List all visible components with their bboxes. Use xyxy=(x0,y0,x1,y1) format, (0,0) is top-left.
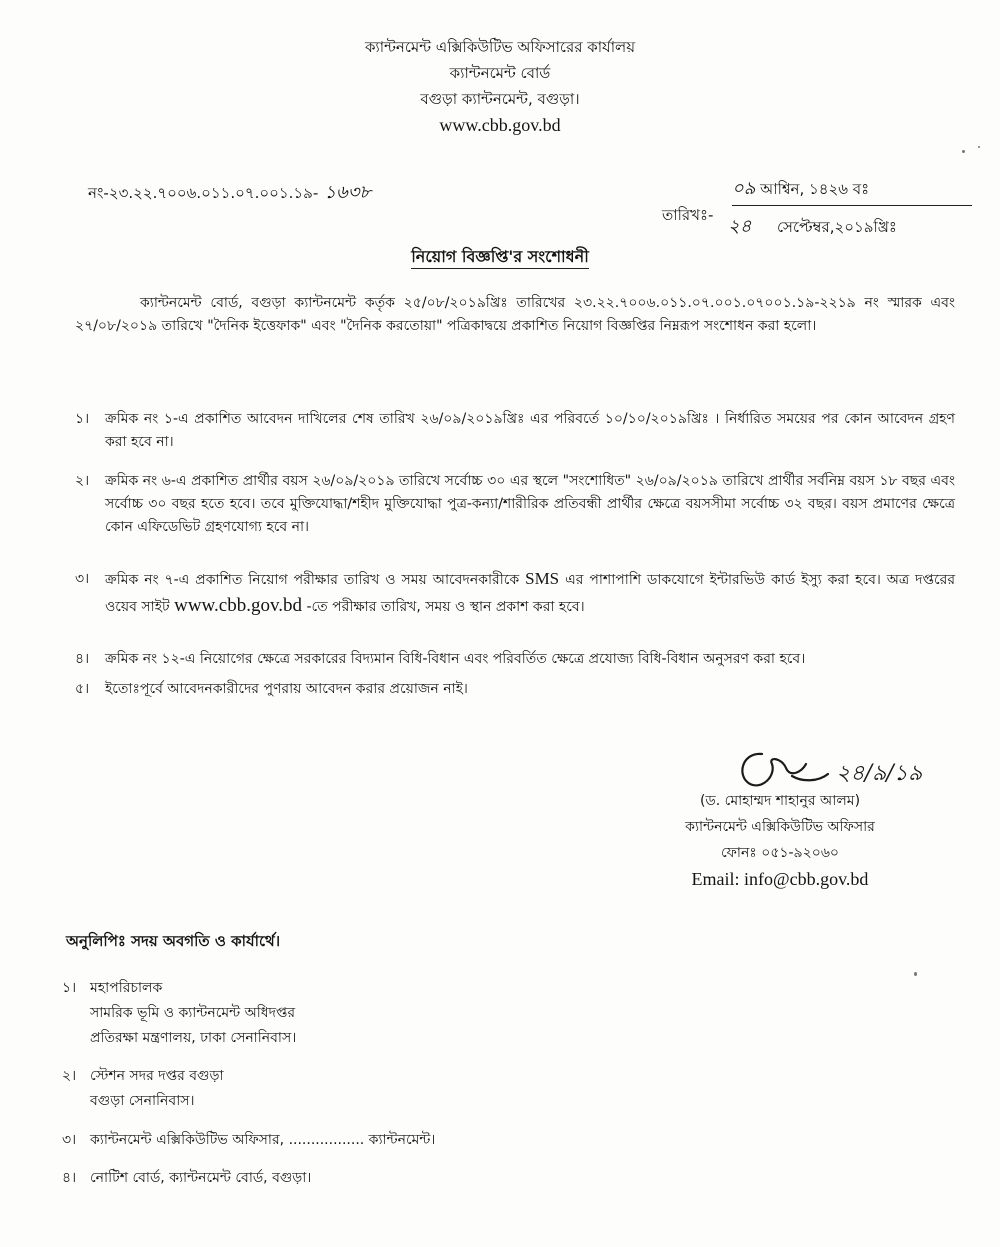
copies-heading: অনুলিপিঃ সদয় অবগতি ও কার্যার্থে। xyxy=(66,932,281,950)
copy-item xyxy=(62,976,296,1051)
memo-ref-number: ১৬৩৮ xyxy=(324,182,372,203)
intro-paragraph: ক্যান্টনমেন্ট বোর্ড, বগুড়া ক্যান্টনমেন্ট কর্তৃক ২৫/০৮/২০১৯খ্রিঃ তারিখের ২৩.২২.৭০০৬.০১১.০৭.০০১.০৭০০১.১৯-২২১৯ নং স্মারক এবং ২৭/০৮/২০১৯ তারিখে "দৈনিক ইত্তেফাক" এবং "দৈনিক করতোয়া" পত্রিকাদ্বয়ে প্রকাশিত নিয়োগ বিজ্ঞপ্তির নিম্নরূপ সংশোধন করা হলো। xyxy=(75,295,955,334)
subject-heading xyxy=(0,244,1000,271)
item-text: ক্রমিক নং ৬-এ প্রকাশিত প্রার্থীর বয়স ২৬/০৯/২০১৯ তারিখে সর্বোচ্চ ৩০ এর স্থলে "সংশোধিত" ২৬/০৯/২০১৯ তারিখে প্রার্থীর সর্বনিম্ন বয়স ১৮ বছর এবং সর্বোচ্চ ৩০ বছর হতে হবে। তবে মুক্তিযোদ্ধা/শহীদ মুক্তিযোদ্ধা পুত্র-কন্যা/শারীরিক প্রতিবন্ধী প্রার্থীর ক্ষেত্রে বয়সসীমা সর্বোচ্চ ৩২ বছর। বয়স প্রমাণের ক্ষেত্রে কোন এফিডেভিট গ্রহণযোগ্য হবে না। xyxy=(105,473,955,535)
subject-text: নিয়োগ বিজ্ঞপ্তি'র সংশোধনী xyxy=(411,247,589,269)
scan-speck xyxy=(962,150,965,153)
signature-date: ২৪/৯/১৯ xyxy=(836,761,923,786)
copy-line: প্রতিরক্ষা মন্ত্রণালয়, ঢাকা সেনানিবাস। xyxy=(90,1030,297,1046)
item-number: ২। xyxy=(75,473,90,489)
website-inline: www.cbb.gov.bd xyxy=(174,595,302,616)
signatory-phone: ফোনঃ ০৫১-৯২০৬০ xyxy=(720,845,840,861)
signatory-name: (ড. মোহাম্মদ শাহানুর আলম) xyxy=(699,793,861,809)
memo-ref-prefix: নং-২৩.২২.৭০০৬.০১১.০৭.০০১.১৯- xyxy=(88,184,319,202)
office-address: বগুড়া ক্যান্টনমেন্ট, বগুড়া। xyxy=(420,90,580,108)
board-name: ক্যান্টনমেন্ট বোর্ড xyxy=(449,64,551,82)
date-en-rest: সেপ্টেম্বর,২০১৯খ্রিঃ xyxy=(776,218,897,236)
office-name: ক্যান্টনমেন্ট এক্সিকিউটিভ অফিসারের কার্যালয় xyxy=(364,38,636,56)
copy-number: ২। xyxy=(62,1068,77,1084)
item-text: ইতোঃপূর্বে আবেদনকারীদের পুণরায় আবেদন করার প্রয়োজন নাই। xyxy=(105,681,468,697)
scan-speck xyxy=(978,146,980,148)
list-item xyxy=(75,408,955,454)
signatory-email: Email: info@cbb.gov.bd xyxy=(691,869,869,889)
item-text: ক্রমিক নং ১-এ প্রকাশিত আবেদন দাখিলের শেষ তারিখ ২৬/০৯/২০১৯খ্রিঃ এর পরিবর্তে ১০/১০/২০১৯খ্রিঃ । নির্ধারিত সময়ের পর কোন আবেদন গ্রহণ করা হবে না। xyxy=(105,411,955,450)
handwritten-signature xyxy=(732,746,947,792)
item-number: ৪। xyxy=(75,651,90,667)
copy-item xyxy=(62,1166,311,1191)
signature-block xyxy=(620,788,940,892)
item-text-part: ক্রমিক নং ৭-এ প্রকাশিত নিয়োগ পরীক্ষার তারিখ ও সময় আবেদনকারীকে xyxy=(105,572,520,588)
letterhead xyxy=(0,34,1000,138)
date-en-day: ২৪ xyxy=(728,216,752,237)
copy-number: ৩। xyxy=(62,1132,77,1148)
list-item xyxy=(75,470,955,539)
item-text-part: এর পাশাপাশি ডাকযোগে ইন্টারভিউ কার্ড ইস্যু করা হবে। অত্র দপ্তরের ওয়েব সাইট xyxy=(105,572,956,615)
date-divider xyxy=(732,205,972,206)
memo-date xyxy=(662,176,897,240)
signatory-title: ক্যান্টনমেন্ট এক্সিকিউটিভ অফিসার xyxy=(685,819,875,835)
list-item xyxy=(75,648,955,671)
item-number: ৫। xyxy=(75,681,90,697)
copy-item xyxy=(62,1128,435,1153)
copy-line: ক্যান্টনমেন্ট এক্সিকিউটিভ অফিসার, ................. ক্যান্টনমেন্ট। xyxy=(90,1132,436,1148)
copy-item xyxy=(62,1064,224,1114)
website: www.cbb.gov.bd xyxy=(439,115,561,135)
copy-line: বগুড়া সেনানিবাস। xyxy=(90,1093,195,1109)
copy-number: ৪। xyxy=(62,1170,77,1186)
copy-number: ১। xyxy=(62,980,77,996)
item-text xyxy=(105,566,955,620)
date-bn-day: ০৯ xyxy=(732,178,756,199)
scan-speck xyxy=(914,972,917,976)
copy-line: মহাপরিচালক xyxy=(90,980,163,996)
list-item xyxy=(75,566,955,620)
memo-reference xyxy=(88,178,371,209)
date-bn-rest: আশ্বিন, ১৪২৬ বঃ xyxy=(760,180,870,198)
item-number: ৩। xyxy=(75,571,90,587)
item-text: ক্রমিক নং ১২-এ নিয়োগের ক্ষেত্রে সরকারের বিদ্যমান বিধি-বিধান এবং পরিবর্তিত ক্ষেত্রে প্রযোজ্য বিধি-বিধান অনুসরণ করা হবে। xyxy=(105,651,806,667)
copy-line: নোটিশ বোর্ড, ক্যান্টনমেন্ট বোর্ড, বগুড়া। xyxy=(90,1170,312,1186)
item-text-part: -তে পরীক্ষার তারিখ, সময় ও স্থান প্রকাশ করা হবে। xyxy=(306,599,585,615)
list-item xyxy=(75,678,955,701)
sms-text: SMS xyxy=(525,569,560,588)
date-label: তারিখঃ- xyxy=(662,206,714,224)
copy-line: স্টেশন সদর দপ্তর বগুড়া xyxy=(90,1068,224,1084)
copy-line: সামরিক ভূমি ও ক্যান্টনমেন্ট অধিদপ্তর xyxy=(90,1005,296,1021)
item-number: ১। xyxy=(75,411,90,427)
